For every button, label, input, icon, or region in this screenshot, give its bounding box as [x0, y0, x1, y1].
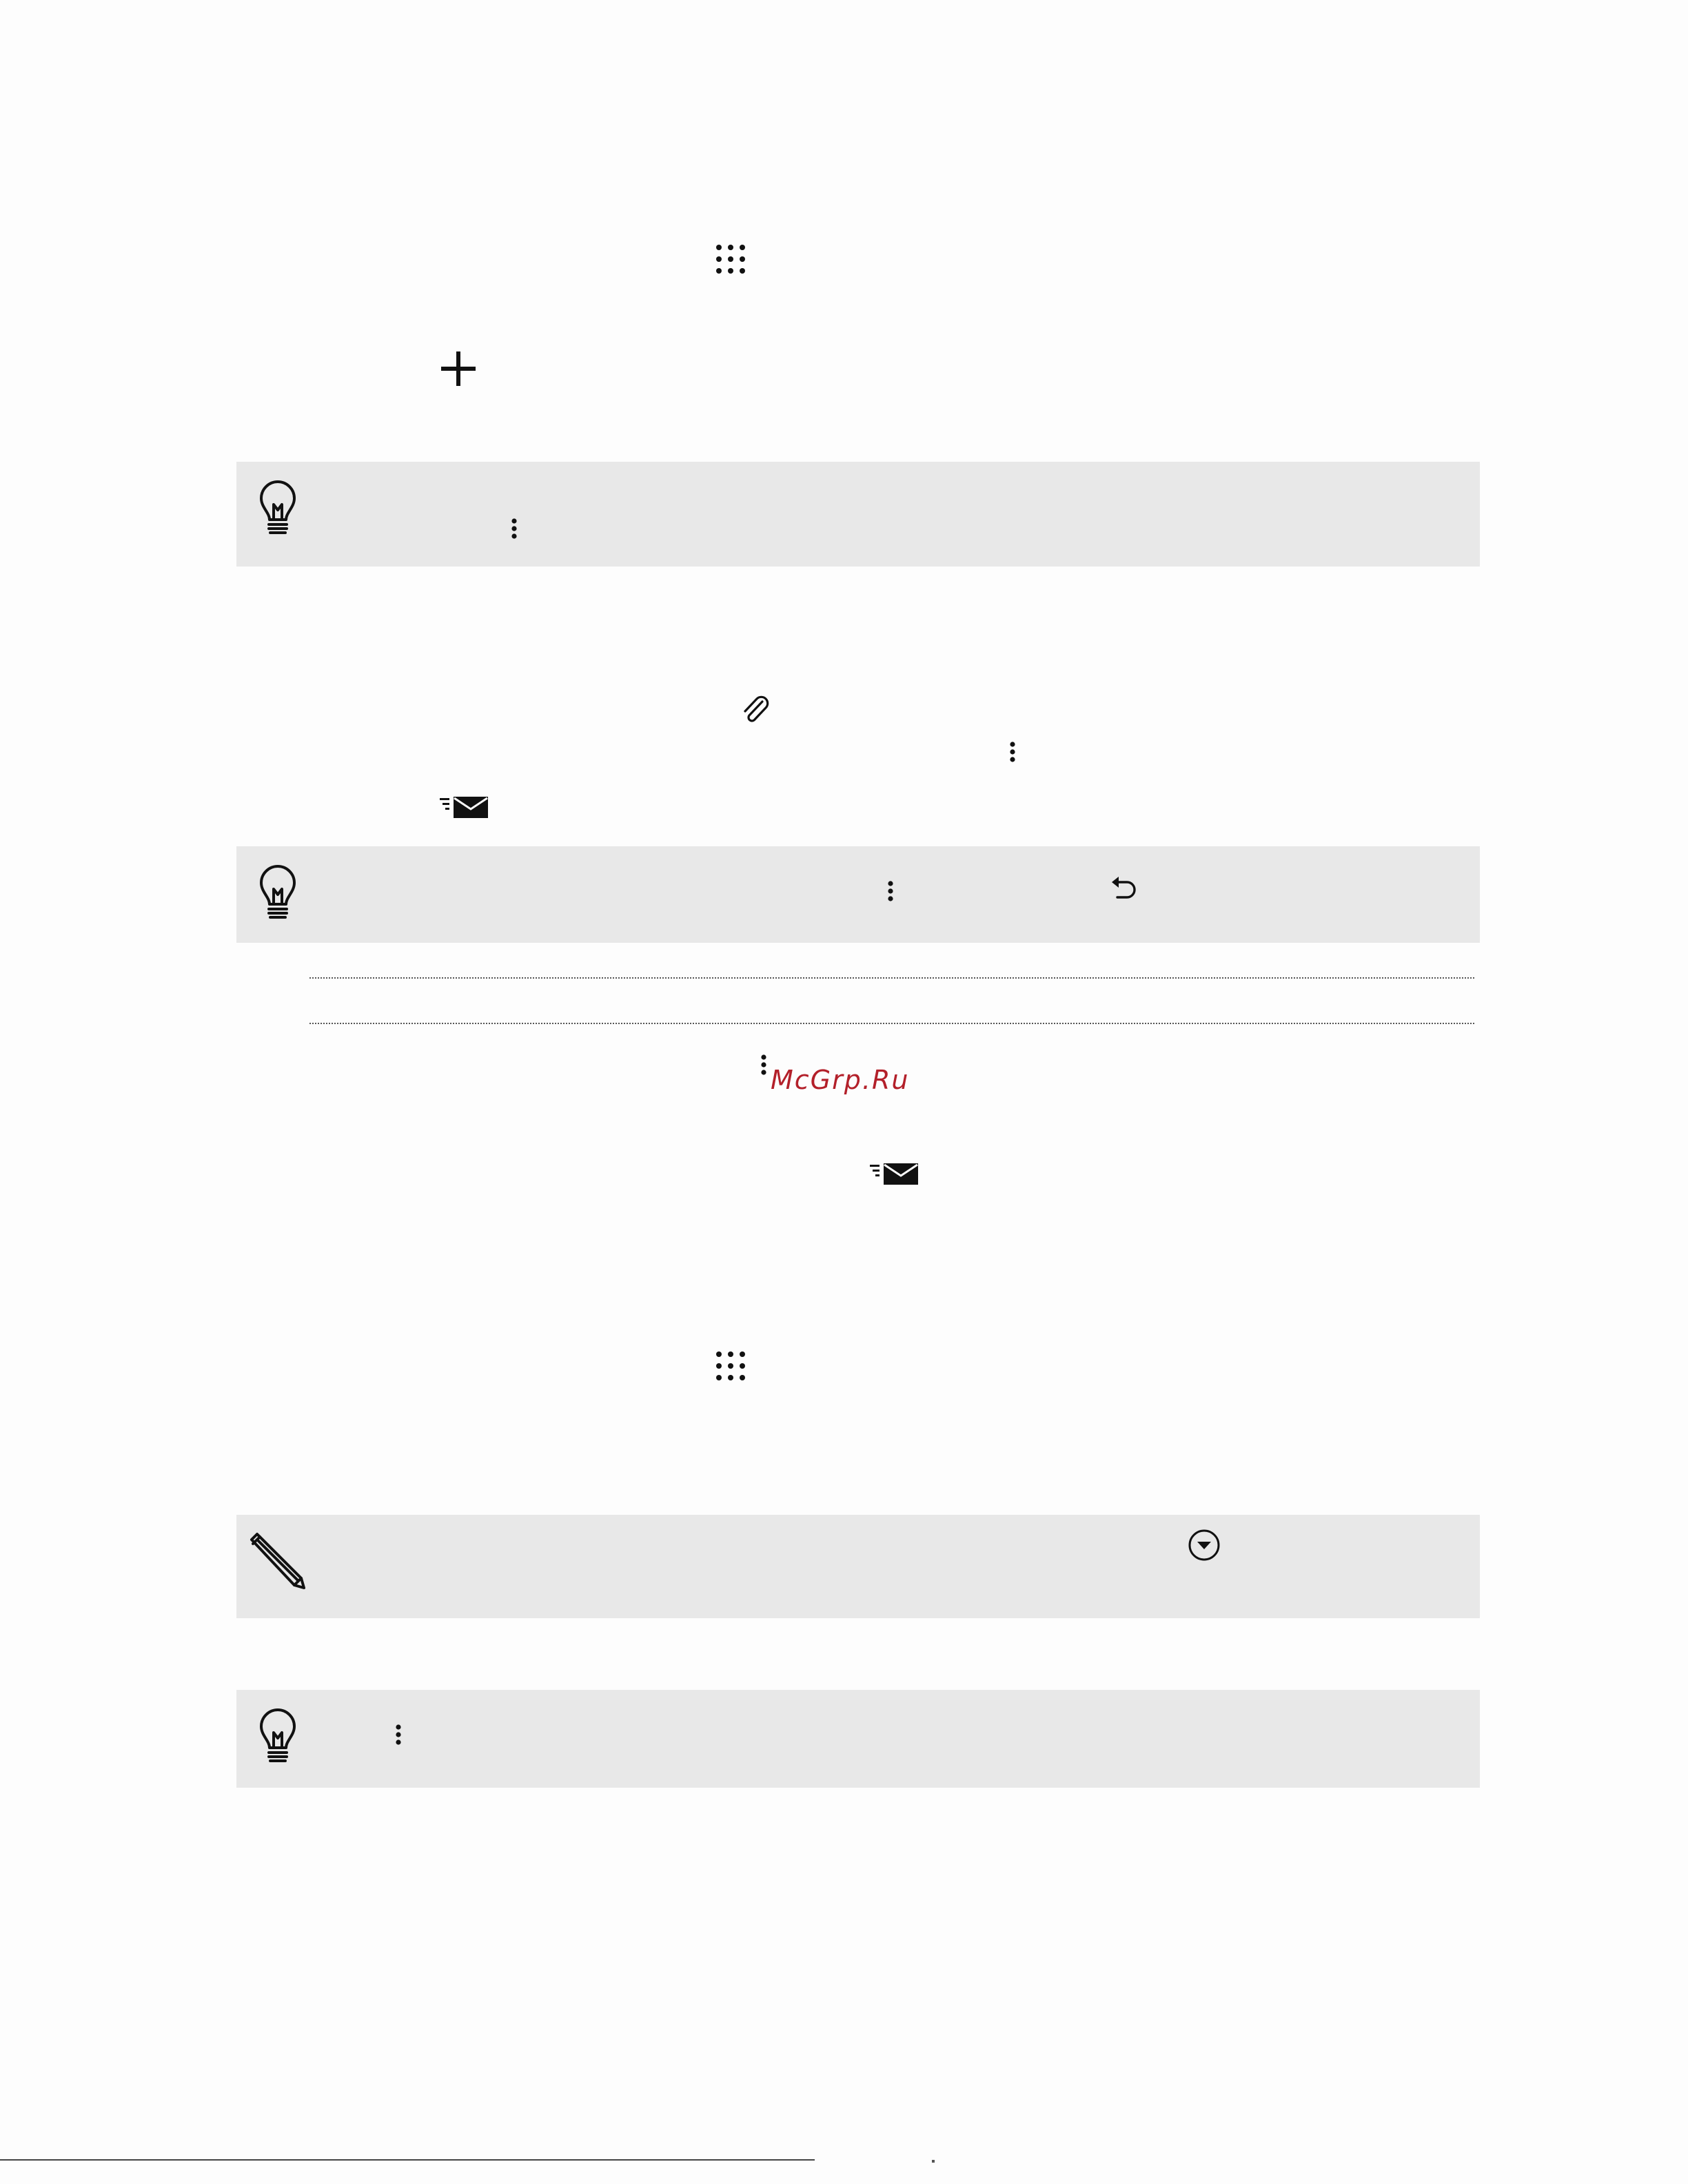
tip-box-3 [236, 1690, 1480, 1788]
table-divider [309, 1023, 1474, 1024]
table-divider [309, 977, 1474, 979]
undo-icon [1112, 877, 1137, 900]
footer-rule [0, 2159, 815, 2161]
apps-grid-icon [715, 1351, 746, 1381]
lightbulb-tip-icon [258, 1709, 297, 1766]
plus-icon [441, 351, 476, 386]
more-options-icon [511, 518, 517, 539]
send-mail-icon [440, 795, 489, 819]
watermark [771, 1065, 909, 1095]
lightbulb-tip-icon [258, 481, 297, 538]
more-options-icon [888, 881, 893, 901]
tip-box-1 [236, 462, 1480, 567]
watermark-text: McGrp.Ru [771, 1065, 910, 1095]
paperclip-attach-icon [742, 696, 769, 725]
note-box [236, 1515, 1480, 1618]
more-options-icon [761, 1054, 766, 1075]
dropdown-circle-icon [1188, 1529, 1221, 1562]
more-options-icon [1010, 742, 1015, 762]
lightbulb-tip-icon [258, 866, 297, 922]
pencil-note-icon [249, 1533, 307, 1591]
more-options-icon [396, 1724, 401, 1745]
apps-grid-icon [715, 244, 746, 274]
footer-mark [932, 2160, 935, 2163]
tip-box-2 [236, 846, 1480, 943]
send-mail-icon [870, 1162, 919, 1185]
